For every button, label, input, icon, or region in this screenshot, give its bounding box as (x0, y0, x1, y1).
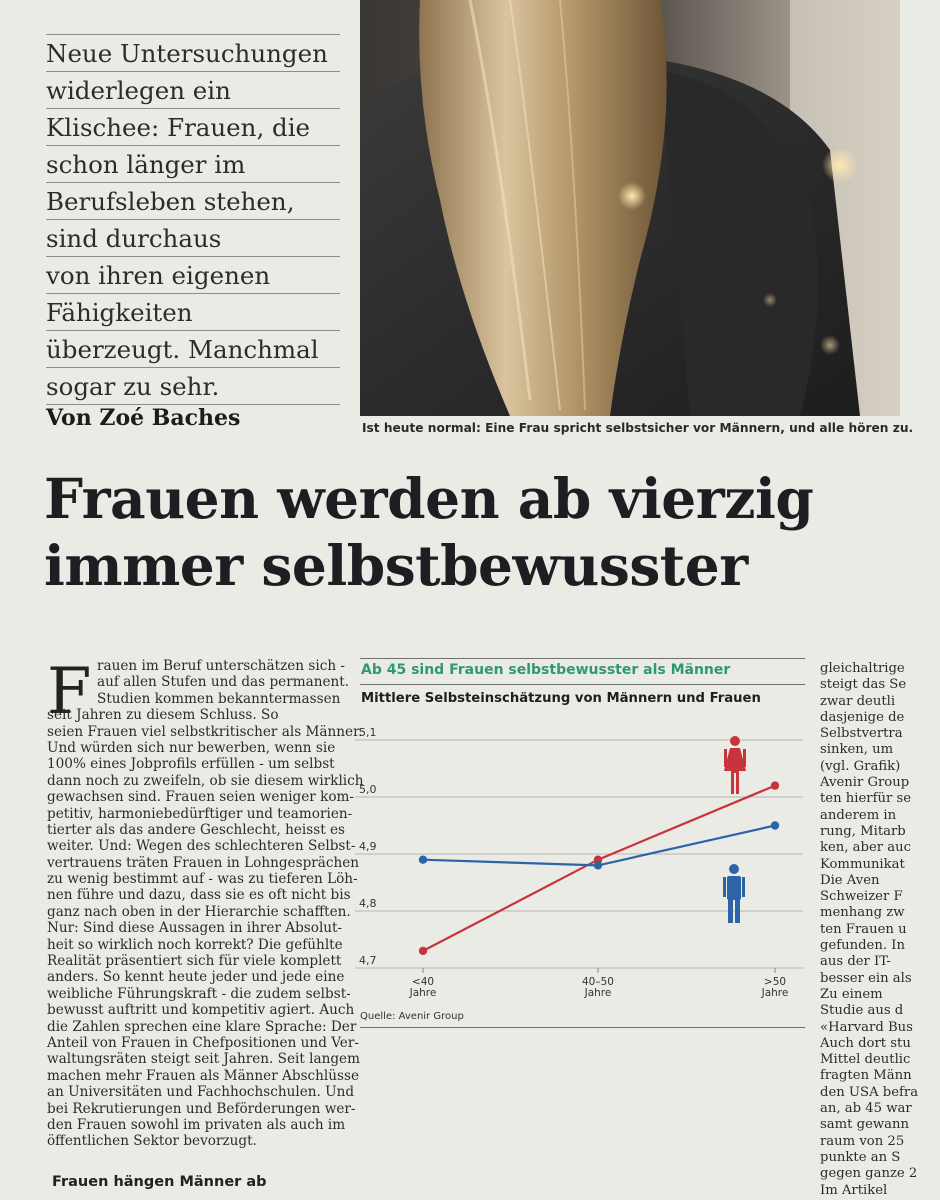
intro-teaser (46, 34, 340, 405)
x-tick-label: Jahre (584, 987, 612, 999)
author-byline: Von Zoé Baches (46, 405, 241, 431)
right-column-line: gefunden. In (820, 938, 905, 954)
chart-title: Ab 45 sind Frauen selbstbewusster als Männer (361, 662, 731, 678)
right-column-line: dasjenige de (820, 709, 905, 725)
right-column-line: sinken, um (820, 742, 894, 758)
women-data-point (771, 781, 779, 789)
x-tick-label: Jahre (409, 987, 437, 999)
chart-rule (360, 1027, 805, 1028)
body-line: bewusst auftritt und kompetitiv agiert. Auch (47, 1002, 355, 1019)
body-line: ganz nach oben in der Hierarchie schafften. (47, 903, 351, 920)
chart-rule (360, 684, 805, 685)
right-column-line: Auch dort stu (820, 1035, 911, 1051)
body-line: den Frauen sowohl im privaten als auch im (47, 1116, 346, 1133)
body-line: weiter. Und: Wegen des schlechteren Selbst- (47, 838, 356, 855)
right-column-line: punkte an S (820, 1149, 901, 1165)
body-line: zu wenig bestimmt auf - was zu tieferen Löh- (47, 871, 358, 888)
right-column-line: fragten Männ (820, 1068, 912, 1084)
intro-line: Neue Untersuchungen (46, 34, 340, 71)
intro-line: Klischee: Frauen, die (46, 108, 340, 145)
body-line: dann noch zu zweifeln, ob sie diesem wirklich (47, 772, 364, 789)
body-line: an Universitäten und Fachhochschulen. Und (47, 1084, 355, 1101)
body-line: Anteil von Frauen in Chefpositionen und Ver- (47, 1034, 359, 1051)
right-column-line: ken, aber auc (820, 840, 912, 856)
intro-line: sind durchaus (46, 219, 340, 256)
right-column-line: Die Aven (820, 872, 880, 888)
body-line: öffentlichen Sektor bevorzugt. (47, 1133, 257, 1150)
body-line: Nur: Sind diese Aussagen in ihrer Absolut- (47, 920, 343, 937)
photo-caption: Ist heute normal: Eine Frau spricht selbstsicher vor Männern, und alle hören zu. (362, 421, 914, 435)
right-column-line: besser ein als (820, 970, 912, 986)
chart-rule (360, 658, 805, 659)
right-column-line: gegen ganze 2 (820, 1166, 918, 1182)
women-data-point (419, 947, 427, 955)
chart-subtitle: Mittlere Selbsteinschätzung von Männern und Frauen (361, 691, 761, 706)
men-data-point (594, 861, 602, 869)
body-line: Studien kommen bekanntermassen (97, 690, 341, 707)
right-column-line: ten hierfür se (820, 791, 912, 807)
body-line: bei Rekrutierungen und Beförderungen wer- (47, 1100, 356, 1117)
right-column-line: ten Frauen u (820, 921, 907, 937)
body-line: anders. So kennt heute jeder und jede eine (47, 969, 345, 986)
right-column-line: menhang zw (820, 905, 905, 921)
section-subhead: Frauen hängen Männer ab (52, 1174, 267, 1190)
right-column-line: (vgl. Grafik) (820, 758, 901, 774)
body-line: weibliche Führungskraft - die zudem selbst- (47, 985, 351, 1002)
right-column-line: Im Artikel (820, 1182, 888, 1198)
right-column-line: den USA befra (820, 1084, 919, 1100)
man-icon (723, 864, 745, 923)
right-column-line: Selbstvertra (820, 726, 903, 742)
body-line: seien Frauen viel selbstkritischer als Männer. (47, 723, 363, 740)
right-column-line: Mittel deutlic (820, 1052, 911, 1068)
headline-line: Frauen werden ab vierzig (44, 466, 814, 531)
x-tick-label: >50 (763, 976, 787, 988)
body-line: seit Jahren zu diesem Schluss. So (47, 707, 279, 724)
intro-line: schon länger im (46, 145, 340, 182)
right-column-line: Kommunikat (820, 856, 905, 872)
intro-line: widerlegen ein (46, 71, 340, 108)
body-line: vertrauens träten Frauen in Lohngesprächen (47, 854, 360, 871)
intro-line: von ihren eigenen (46, 256, 340, 293)
x-tick-label: <40 (411, 976, 435, 988)
intro-line: Fähigkeiten (46, 293, 340, 330)
body-line: die Zahlen sprechen eine klare Sprache: Der (47, 1018, 357, 1035)
right-column-line: Studie aus d (820, 1003, 904, 1019)
right-column-line: samt gewann (820, 1117, 910, 1133)
body-line: rauen im Beruf unterschätzen sich - (97, 658, 345, 674)
body-line: waltungsräten steigt seit Jahren. Seit langem (47, 1051, 360, 1068)
body-line: machen mehr Frauen als Männer Abschlüsse (47, 1067, 360, 1084)
body-line: Und würden sich nur bewerben, wenn sie (47, 739, 336, 756)
body-line: tierter als das andere Geschlecht, heisst es (47, 821, 346, 838)
woman-icon (724, 736, 746, 794)
body-line: Realität präsentiert sich für viele komplett (47, 953, 342, 970)
body-line: petitiv, harmoniebedürftiger und teamorien- (47, 805, 353, 822)
right-column-line: Schweizer F (820, 889, 903, 905)
right-column (820, 661, 940, 1199)
right-column-line: gleichaltrige (820, 661, 905, 676)
right-column-line: rung, Mitarb (820, 823, 906, 839)
intro-line: sogar zu sehr. (46, 367, 340, 405)
intro-line: überzeugt. Manchmal (46, 330, 340, 367)
right-column-line: steigt das Se (820, 677, 907, 693)
line-chart (355, 720, 805, 1010)
men-data-point (771, 821, 779, 829)
right-column-line: «Harvard Bus (820, 1019, 913, 1035)
y-tick-label: 5,1 (359, 726, 377, 739)
intro-line: Berufsleben stehen, (46, 182, 340, 219)
y-tick-label: 4,9 (359, 840, 377, 853)
right-column-line: raum von 25 (820, 1133, 905, 1149)
x-tick-label: Jahre (761, 987, 789, 999)
x-tick-label: 40–50 (582, 976, 614, 988)
y-tick-label: 5,0 (359, 783, 377, 796)
body-line: heit so wirklich noch korrekt? Die gefühlte (47, 936, 343, 953)
men-data-point (419, 856, 427, 864)
right-column-line: an, ab 45 war (820, 1101, 912, 1117)
headline-line: immer selbstbewusster (44, 533, 748, 598)
right-column-line: zwar deutli (820, 693, 896, 709)
chart-source: Quelle: Avenir Group (360, 1011, 464, 1022)
article-photo (360, 0, 900, 416)
right-column-line: Avenir Group (820, 775, 910, 791)
right-column-line: aus der IT- (820, 954, 891, 970)
body-line: auf allen Stufen und das permanent. (97, 674, 350, 691)
body-line: gewachsen sind. Frauen seien weniger kom- (47, 789, 355, 806)
y-tick-label: 4,8 (359, 897, 377, 910)
body-column (47, 655, 364, 1150)
right-column-line: Zu einem (820, 986, 883, 1002)
body-line: nen führe und dazu, dass sie es oft nicht bis (47, 887, 351, 904)
right-column-line: anderem in (820, 807, 897, 823)
article-headline (44, 465, 813, 599)
drop-cap: F (47, 655, 92, 729)
body-line: 100% eines Jobprofils erfüllen - um selbst (47, 756, 335, 773)
y-tick-label: 4,7 (359, 954, 377, 967)
